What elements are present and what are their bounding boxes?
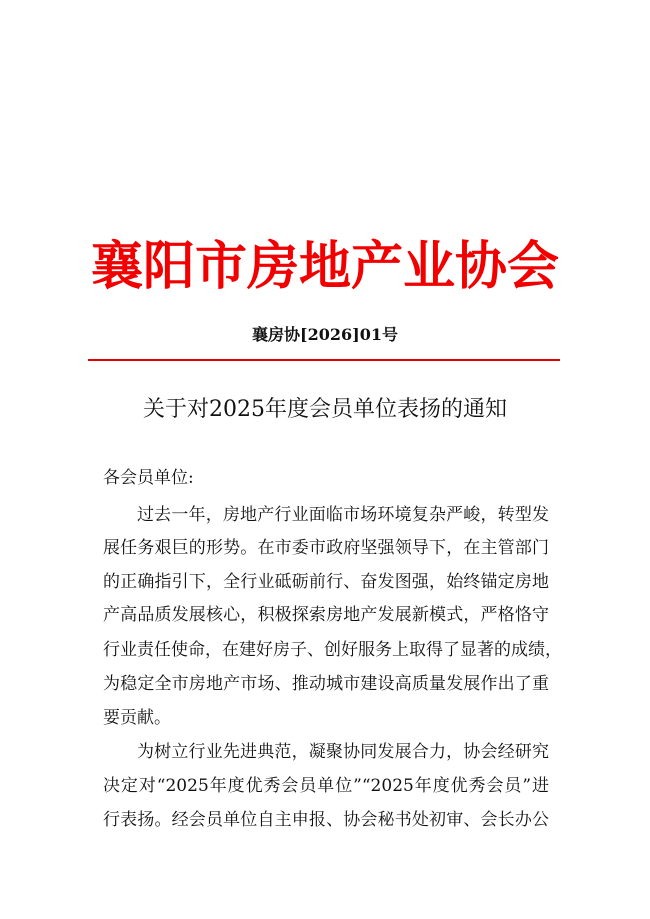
red-divider xyxy=(88,359,560,361)
document-number: 襄房协[2026]01号 xyxy=(252,325,398,344)
body-line: 产高品质发展核心，积极探索房地产发展新模式，严格恪守 xyxy=(103,605,549,625)
salutation: 各会员单位: xyxy=(103,468,194,488)
body-line: 要贡献。 xyxy=(103,708,171,728)
body-line: 为稳定全市房地产市场、推动城市建设高质量发展作出了重 xyxy=(103,674,549,694)
body-line: 过去一年，房地产行业面临市场环境复杂严峻，转型发 xyxy=(137,505,549,525)
notice-subject: 关于对2025年度会员单位表扬的通知 xyxy=(143,397,507,422)
body-line: 的正确指引下，全行业砥砺前行、奋发图强，始终锚定房地 xyxy=(103,572,549,592)
body-line: 决定对“2025年度优秀会员单位”“2025年度优秀会员”进 xyxy=(103,776,549,796)
organization-title: 襄阳市房地产业协会 xyxy=(90,236,559,297)
body-line: 为树立行业先进典范，凝聚协同发展合力，协会经研究 xyxy=(137,742,549,762)
body-line: 展任务艰巨的形势。在市委市政府坚强领导下，在主管部门 xyxy=(103,538,549,558)
body-line: 行表扬。经会员单位自主申报、协会秘书处初审、会长办公 xyxy=(103,810,549,830)
body-line: 行业责任使命，在建好房子、创好服务上取得了显著的成绩， xyxy=(103,640,562,660)
